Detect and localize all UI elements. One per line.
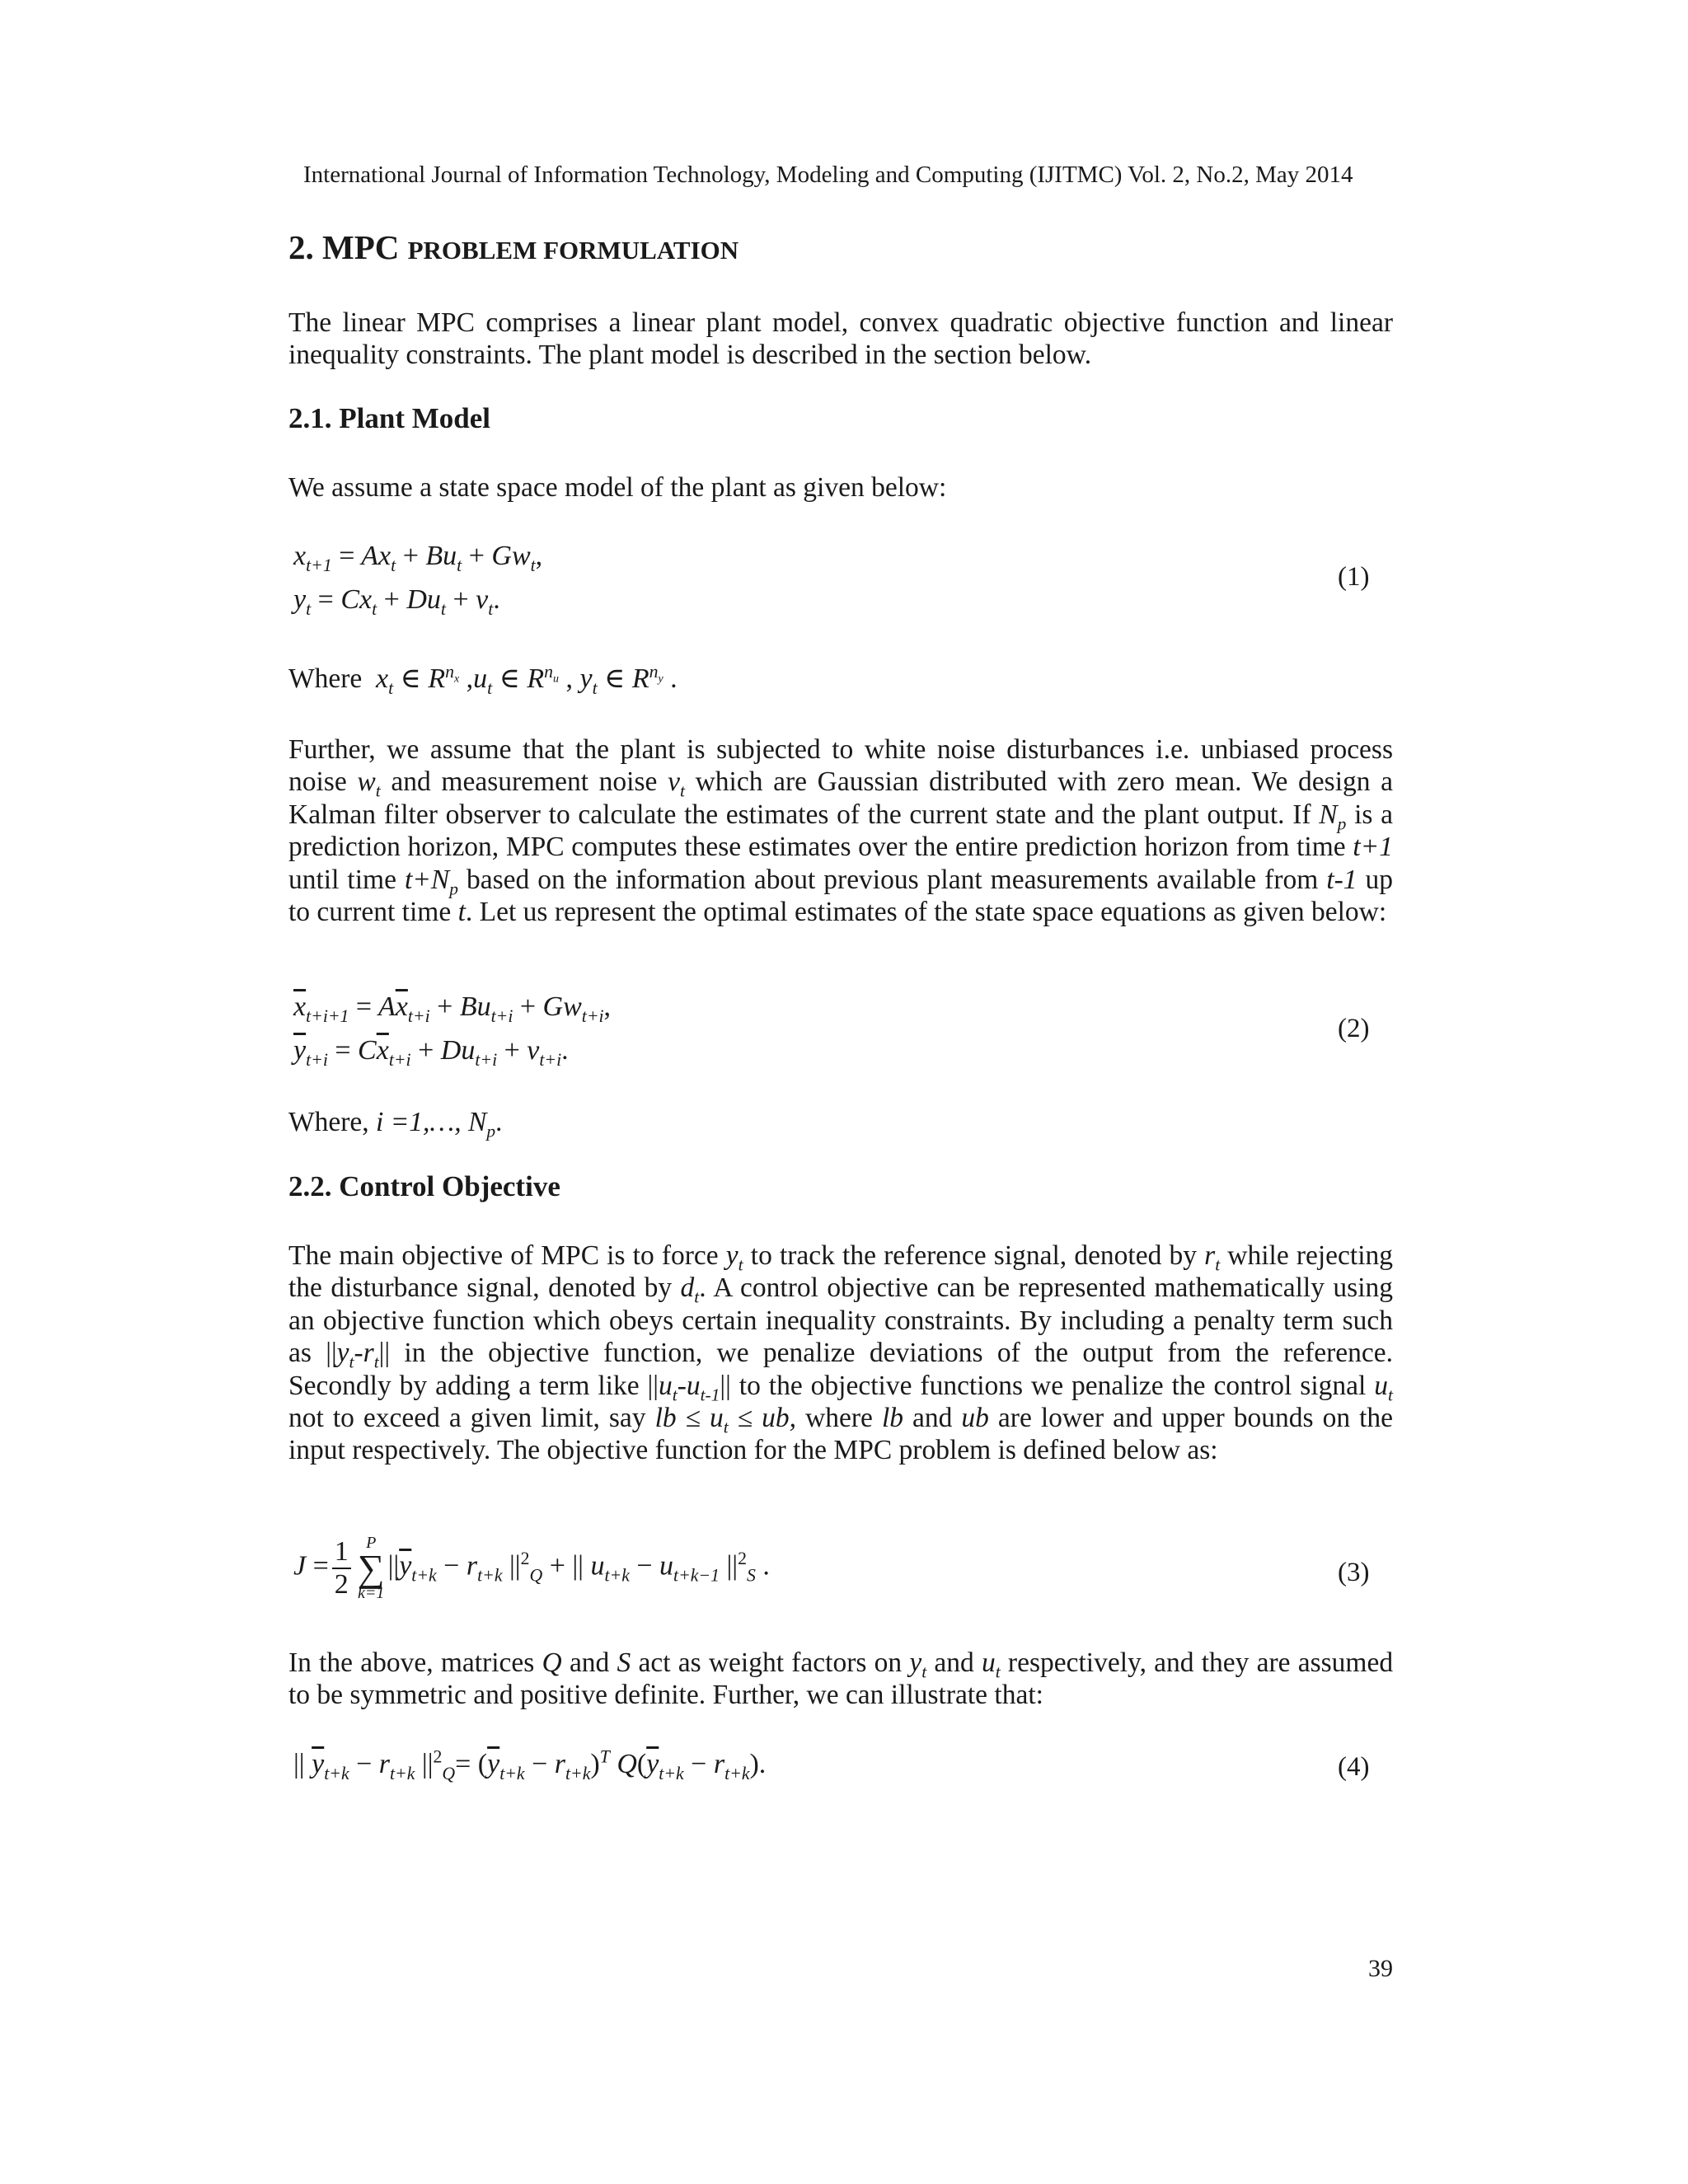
control-objective-paragraph: The main objective of MPC is to force $y_t$ to track the reference signal, denoted by $r_t$ while rejecting the disturbance signal, denoted by $d_t$. A control objective can be represented mathematically using an objective function which obeys certain inequality constraints. By including a penalty term such as $||y_t-r_t||$ in the objective function, we penalize deviations of the output from the reference. Secondly by adding a term like $||u_t-u_{t-1}||$ to the objective functions we penalize the control signal $u_t$ not to exceed a given limit, say lb ≤ $u_t$ ≤ ub, where lb and ub are lower and upper bounds on the input respectively. The objective function for the MPC problem is defined below as:: [288, 1240, 1394, 1466]
page-number: 39: [1368, 1955, 1393, 1982]
plant-model-intro: We assume a state space model of the plant as given below:: [288, 472, 947, 503]
section-title-mpc: MPC: [322, 228, 400, 266]
equation-1-line-2: $y_t = Cx_t + Du_t + v_t$.: [293, 584, 500, 619]
equation-1-line-1: $x_{t+1} = Ax_t + Bu_t + Gw_t$,: [293, 541, 543, 575]
journal-header: International Journal of Information Technology, Modeling and Computing (IJITMC) Vol. 2, No.2, May 2014: [303, 162, 1353, 188]
where-index: Where, i =1,…, $N_p$.: [288, 1107, 503, 1141]
equation-2-line-1: $\overline{x}_{t+i+1} = A\overline{x}_{t+i} + Bu_{t+i} + Gw_{t+i}$,: [293, 991, 612, 1026]
subsection-title-control-objective: 2.2. Control Objective: [288, 1170, 560, 1202]
equation-3: J = $\frac{1}{2}$ P ∑ k=1 $||\overline{y}_{t+k} - r_{t+k}$ $||^2_Q$ + || $u_{t+k} - u_{t+k-1}$ $||^2_S$ .: [293, 1534, 770, 1603]
intro-paragraph: The linear MPC comprises a linear plant model, convex quadratic objective function and linear inequality constraints. The plant model is described in the section below.: [288, 307, 1393, 371]
equation-4-number: (4): [1338, 1752, 1370, 1782]
section-title: [288, 227, 738, 267]
subsection-title-plant-model: 2.1. Plant Model: [288, 402, 490, 434]
noise-paragraph: Further, we assume that the plant is subjected to white noise disturbances i.e. unbiased process noise $w_t$ and measurement noise $v_t$ which are Gaussian distributed with zero mean. We design a Kalman filter observer to calculate the estimates of the current state and the plant output. If $N_p$ is a prediction horizon, MPC computes these estimates over the entire prediction horizon from time t+1 until time $t+N_p$ based on the information about previous plant measurements available from t-1 up to current time t. Let us represent the optimal estimates of the state space equations as given below:: [288, 734, 1394, 928]
where-sets: Where $x_t$ ∈ $R^{n_x}$ $,u_t$ ∈ $R^{n_u}$ , $y_t$ ∈ $R^{n_y}$ .: [288, 661, 678, 698]
section-title-rest: PROBLEM FORMULATION: [407, 236, 739, 265]
equation-3-number: (3): [1338, 1558, 1370, 1587]
weights-paragraph: In the above, matrices Q and S act as weight factors on $y_t$ and $u_t$ respectively, and they are assumed to be symmetric and positive definite. Further, we can illustrate that:: [288, 1647, 1394, 1711]
equation-2-line-2: $\overline{y}_{t+i} = C\overline{x}_{t+i} + Du_{t+i} + v_{t+i}$.: [293, 1035, 569, 1070]
equation-2-number: (2): [1338, 1014, 1370, 1043]
equation-4: || $\overline{y}_{t+k} - r_{t+k}$ $||^2_Q= (\overline{y}_{t+k} - r_{t+k})^T$ $Q(\overline{y}_{t+k} - r_{t+k})$.: [293, 1746, 767, 1783]
section-number: 2.: [288, 228, 314, 266]
equation-1-number: (1): [1338, 562, 1370, 592]
